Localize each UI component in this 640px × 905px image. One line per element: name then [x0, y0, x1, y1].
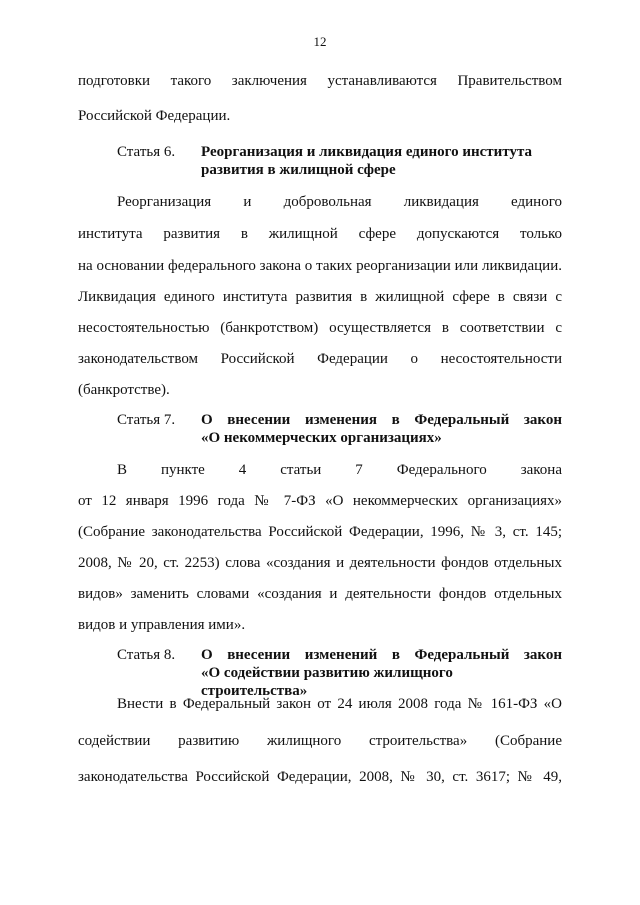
paragraph-line: Российской Федерации. [78, 108, 231, 124]
article-title-line: «О содействии развитию жилищного строительства» [201, 665, 453, 699]
article-number: Статья 6. [117, 144, 176, 160]
paragraph-line: Реорганизация и добровольная ликвидация единого [117, 194, 562, 210]
article-title [201, 143, 562, 179]
paragraph-line: Ликвидация единого института развития в жилищной сфере в связи с [78, 289, 562, 305]
paragraph-line: (банкротстве). [78, 382, 170, 398]
paragraph-line: содействии развитию жилищного строительства» (Собрание [78, 733, 562, 749]
paragraph-line: законодательством Российской Федерации о несостоятельности [78, 351, 562, 367]
paragraph-line: законодательства Российской Федерации, 2008, № 30, ст. 3617; № 49, [78, 769, 562, 785]
paragraph-line: от 12 января 1996 года № 7-ФЗ «О некоммерческих организациях» [78, 493, 562, 509]
paragraph-line: Внести в Федеральный закон от 24 июля 2008 года № 161-ФЗ «О [117, 696, 562, 712]
paragraph-line: видов и управления ими». [78, 617, 246, 633]
paragraph-line: 2008, № 20, ст. 2253) слова «создания и деятельности фондов отдельных [78, 555, 562, 571]
article-number: Статья 8. [117, 647, 176, 663]
article-title-line: «О некоммерческих организациях» [201, 430, 442, 446]
article-title [201, 646, 562, 699]
article-title-line: развития в жилищной сфере [201, 162, 396, 178]
article-title-line: О внесении изменений в Федеральный закон [201, 647, 562, 663]
page-number: 12 [313, 34, 327, 49]
article-title [201, 411, 562, 447]
paragraph-line: на основании федерального закона о таких реорганизации или ликвидации. [78, 258, 562, 274]
paragraph-line: видов» заменить словами «создания и деятельности фондов отдельных [78, 586, 562, 602]
paragraph-line: несостоятельностью (банкротством) осуществляется в соответствии с [78, 320, 562, 336]
paragraph-line: В пункте 4 статьи 7 Федерального закона [117, 462, 562, 478]
article-number: Статья 7. [117, 412, 176, 428]
article-title-line: О внесении изменения в Федеральный закон [201, 412, 562, 428]
paragraph-line: подготовки такого заключения устанавливаются Правительством [78, 73, 562, 89]
paragraph-line: института развития в жилищной сфере допускаются только [78, 226, 562, 242]
article-title-line: Реорганизация и ликвидация единого института [201, 144, 533, 160]
paragraph-line: (Собрание законодательства Российской Федерации, 1996, № 3, ст. 145; [78, 524, 562, 540]
